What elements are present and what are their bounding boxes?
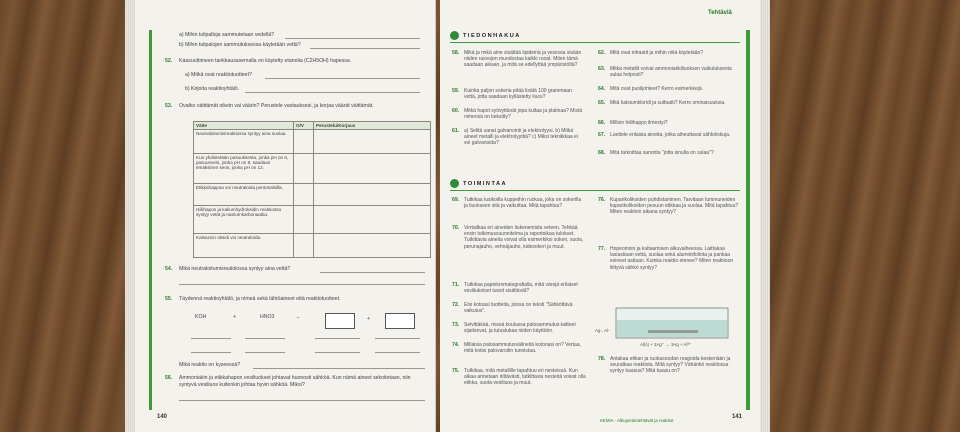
- question-number: 68.: [598, 150, 606, 156]
- question-number: 59.: [452, 88, 460, 94]
- question-number: 54.: [165, 266, 173, 272]
- table-cell: Kalsiumin oksidi voi neutraloida.: [194, 234, 294, 258]
- question-55-reaction: Mikä reaktio on kyseessä?: [179, 362, 241, 368]
- figure-label: Ag-, Al-: [595, 328, 610, 333]
- plus-sign: +: [233, 314, 237, 320]
- question-number: 74.: [452, 342, 460, 348]
- answer-line: [310, 48, 420, 49]
- page-number-right: 141: [732, 414, 743, 420]
- table-cell: Kun yhdistetään pasuuksesta, jonka pH on 6, pasuunvesi, jonka pH on 8, saadaan emäksinen seos, jonka pH on 12.: [194, 154, 294, 184]
- name-line: [315, 338, 360, 339]
- question-73: Selvittäkää, missä koulussa palosammutus-laitteet sijaitsevat, ja tutustukaa niiden käyttöön.: [464, 322, 576, 335]
- product-box-1[interactable]: [325, 313, 355, 329]
- question-number: 78.: [598, 356, 606, 362]
- question-71: Tutkikaa papinkromatografialla, mitä värejä erilaiset vesiliukoiset tussit sisältävät?: [464, 282, 578, 295]
- answer-line: [285, 38, 420, 39]
- question-number: 60.: [452, 108, 460, 114]
- question-61: a) Selitä sanat galvanointi ja elektrolyysi. b) Mitkä aineet metalli ja elektrolyyttiä? c) Miksi tekniikkaa ei voi galvanoida?: [464, 128, 578, 147]
- section-divider: [450, 190, 740, 191]
- true-false-table: [193, 121, 431, 258]
- question-number: 61.: [452, 128, 460, 134]
- reactant-hno3: HNO3: [260, 314, 275, 320]
- question-53: Ovatko väittämät oikein vai väärin? Perustele vastauksesi, ja korjaa väärät väittämät.: [179, 103, 374, 109]
- question-number: 77.: [598, 246, 606, 252]
- question-66: Milloin hiilihappo ilmestyi?: [610, 120, 668, 126]
- table-cell[interactable]: [314, 184, 431, 206]
- answer-line: [253, 368, 425, 369]
- table-cell[interactable]: [314, 234, 431, 258]
- question-70: Vertailkaa eri aineiden liukenemista veteen. Tehkää ensin tutkimussuunnitelma ja raportoikaa tulokset. Tutkittavia aineita voivat olla esimerkiksi sokeri, suola, perunajauho, vehnäjauho, kidesokeri ja muut.: [464, 225, 584, 250]
- question-number: 76.: [598, 197, 606, 203]
- right-page-edges: [760, 0, 770, 432]
- question-number: 75.: [452, 368, 460, 374]
- plus-sign: +: [367, 316, 371, 322]
- section-title-tiedonhakua: TIEDONHAKUA: [463, 33, 521, 39]
- table-cell: Neutraloitumisreaktiossa syntyy aina suolaa.: [194, 130, 294, 154]
- question-59: Kuinka paljon sokeria pitää lisätä 100 grammaan vettä, jotta saadaan kyllästetty liuos?: [464, 88, 572, 101]
- question-number: 65.: [598, 100, 606, 106]
- name-line: [245, 352, 285, 353]
- question-72: Etsi kotoasi tuotteita, joissa on teksti "Sähköttävä vaikutus".: [464, 302, 573, 315]
- name-line: [375, 352, 420, 353]
- question-75: Tutkikaa, mitä metallille tapahtuu eri nesteissä. Kun aikaa annetaan riittävästi, tutkittavia nesteitä voivat olla etikka, suola-vesiliuos ja muut.: [464, 368, 586, 387]
- name-line: [375, 338, 420, 339]
- answer-line: [179, 400, 425, 401]
- question-number: 72.: [452, 302, 460, 308]
- reaction-arrow: →: [295, 314, 301, 320]
- question-68: Mitä tarkoittaa sanonta "jotta sinulla on sulaa"?: [610, 150, 714, 156]
- question-54: Mikä neutraloitumisreaktiossa syntyy aina vettä?: [179, 266, 291, 272]
- question-number: 58.: [452, 50, 460, 56]
- question-number: 69.: [452, 197, 460, 203]
- name-line: [245, 338, 285, 339]
- question-52a: a) Mitkä ovat reaktiotuotteet?: [185, 72, 252, 78]
- section-divider: [450, 42, 740, 43]
- question-58: Mikä ja mikä aine sisältää lipideinä ja vesiosia sisään niiden rasvojen muodostaa kaikki ruoat. Miten tämä saadaan aikaan, ja mitä se edellyttää ympäristöltä?: [464, 50, 582, 69]
- answer-line: [320, 272, 425, 273]
- table-cell: Etikkahappoa voi neutraloida pentosalsilla.: [194, 184, 294, 206]
- question-56: Ammoniakin ja etikkahapon vesiliuokset johtavat huonosti sähköä. Kun nämä aineet sekoitetaan, niin syntyvä vesiliuos kuitenkin johtaa hyvin sähköä. Miksi?: [179, 375, 411, 388]
- question-67: Luettele erilaisia aineita, jotka aiheuttavat sähköiskuja.: [610, 132, 731, 138]
- table-header: Perustelu/Korjaus: [314, 122, 431, 130]
- table-cell[interactable]: [294, 184, 314, 206]
- question-78: Antakaa etikan ja ruokasoodan reagoida keskenään ja seuratkaa reaktiota. Mitä syntyy? Vähänkö reaktiossa syntyy kaasua? Mitä kaasu on?: [610, 356, 731, 375]
- answer-line: [265, 78, 420, 79]
- table-cell[interactable]: [294, 154, 314, 184]
- question-52: Kaasuuttimeen tankkausasemalla on käytetty etanolia (C2H5OH) hapessa.: [179, 58, 352, 64]
- page-number-left: 140: [157, 414, 168, 420]
- table-cell[interactable]: [294, 130, 314, 154]
- section-tab-label: Tehtäviä: [708, 10, 732, 16]
- right-page: [440, 0, 765, 432]
- table-cell[interactable]: [294, 206, 314, 234]
- open-book: [125, 0, 770, 432]
- left-green-margin-bar: [149, 30, 152, 410]
- question-number: 63.: [598, 66, 606, 72]
- question-69: Tutkikaa lusikoilla kuppeihin ruokaa, joka on sokerilla ja liuokseen sitä ja vaikuttaa. Mitä tapahtuu?: [464, 197, 582, 210]
- table-header: Väite: [194, 122, 294, 130]
- question-number: 52.: [165, 58, 173, 64]
- table-cell[interactable]: [314, 154, 431, 184]
- question-63: Mitkä metallit voivat ammoniakkiliuoksen vaikutuksesta sulaa helposti?: [610, 66, 732, 79]
- question-number: 56.: [165, 375, 173, 381]
- question-62: Mitä ovat nitraatit ja mihin niitä käytetään?: [610, 50, 704, 56]
- reactant-koh: KOH: [195, 314, 207, 320]
- question-number: 71.: [452, 282, 460, 288]
- figure-caption: Al(s) + 3Ag⁺ → 3Ag + Al³⁺: [640, 342, 692, 347]
- product-box-2[interactable]: [385, 313, 415, 329]
- question-76: Kuparikolikoiden puhdistaminen. Tarvitaan tummuneiden kuparikolikoiden pesuun etikkaa ja suolaa. Mitä tapahtuu? Miten reaktion aikana syntyy?: [610, 197, 739, 216]
- question-number: 67.: [598, 132, 606, 138]
- answer-line: [245, 92, 420, 93]
- table-cell[interactable]: [314, 130, 431, 154]
- name-line: [191, 352, 231, 353]
- question-51a: a) Mihin tulipalloja sammutetaan vedellä?: [179, 32, 275, 38]
- question-number: 70.: [452, 225, 460, 231]
- left-page: [135, 0, 436, 432]
- question-number: 64.: [598, 86, 606, 92]
- question-52b: b) Kirjoita reaktioyhtälö.: [185, 86, 240, 92]
- question-number: 73.: [452, 322, 460, 328]
- question-number: 53.: [165, 103, 173, 109]
- question-74: Millaisia palosammutusvälineitä kotonasi on? Vertaa, mitä kotisi palovaroitin tunnistaa.: [464, 342, 582, 355]
- table-cell[interactable]: [294, 234, 314, 258]
- section-title-toimintaa: TOIMINTAA: [463, 181, 508, 187]
- question-number: 62.: [598, 50, 606, 56]
- name-line: [315, 352, 360, 353]
- table-cell: Hiilihapon ja kaliumhydroksidin reaktiossa syntyy vettä ja natriumkarbonaattia.: [194, 206, 294, 234]
- question-60: Mitkä hapot syövyttävät jopa kultaa ja platinaa? Mistä nimensä on keksitty?: [464, 108, 583, 121]
- right-green-margin-bar: [746, 30, 750, 410]
- answer-line: [179, 284, 425, 285]
- question-51b: b) Mihin tulipalojen sammutuksessa käytetään vettä?: [179, 42, 301, 48]
- table-cell[interactable]: [314, 206, 431, 234]
- question-65: Mitä kalsiumkloridi ja sulfaatti? Kerro ominaisuuksia.: [610, 100, 726, 106]
- question-number: 55.: [165, 296, 173, 302]
- footer-label: KEMIA · Alkuperäistehtävät ja reaktiot: [600, 418, 674, 423]
- search-section-icon: [450, 31, 459, 40]
- activity-section-icon: [450, 179, 459, 188]
- question-number: 66.: [598, 120, 606, 126]
- name-line: [191, 338, 231, 339]
- question-77: Hopeoinnin ja kultaamisen alkuvaiheessa. Laittakaa lasiastiaan vettä, suolaa sekä alumiinifoliota ja pankaa esineet astiaan. Kuinka reaktio etenee? Miten reaktioon liittyvä sähkö syntyy?: [610, 246, 734, 271]
- question-55: Täydennä reaktioyhtälö, ja nimeä sekä lähtöaineet että reaktiotuotteet.: [179, 296, 341, 302]
- table-header: O/V: [294, 122, 314, 130]
- question-64: Mitä ovat puolijohteet? Kerro esimerkkejä.: [610, 86, 704, 92]
